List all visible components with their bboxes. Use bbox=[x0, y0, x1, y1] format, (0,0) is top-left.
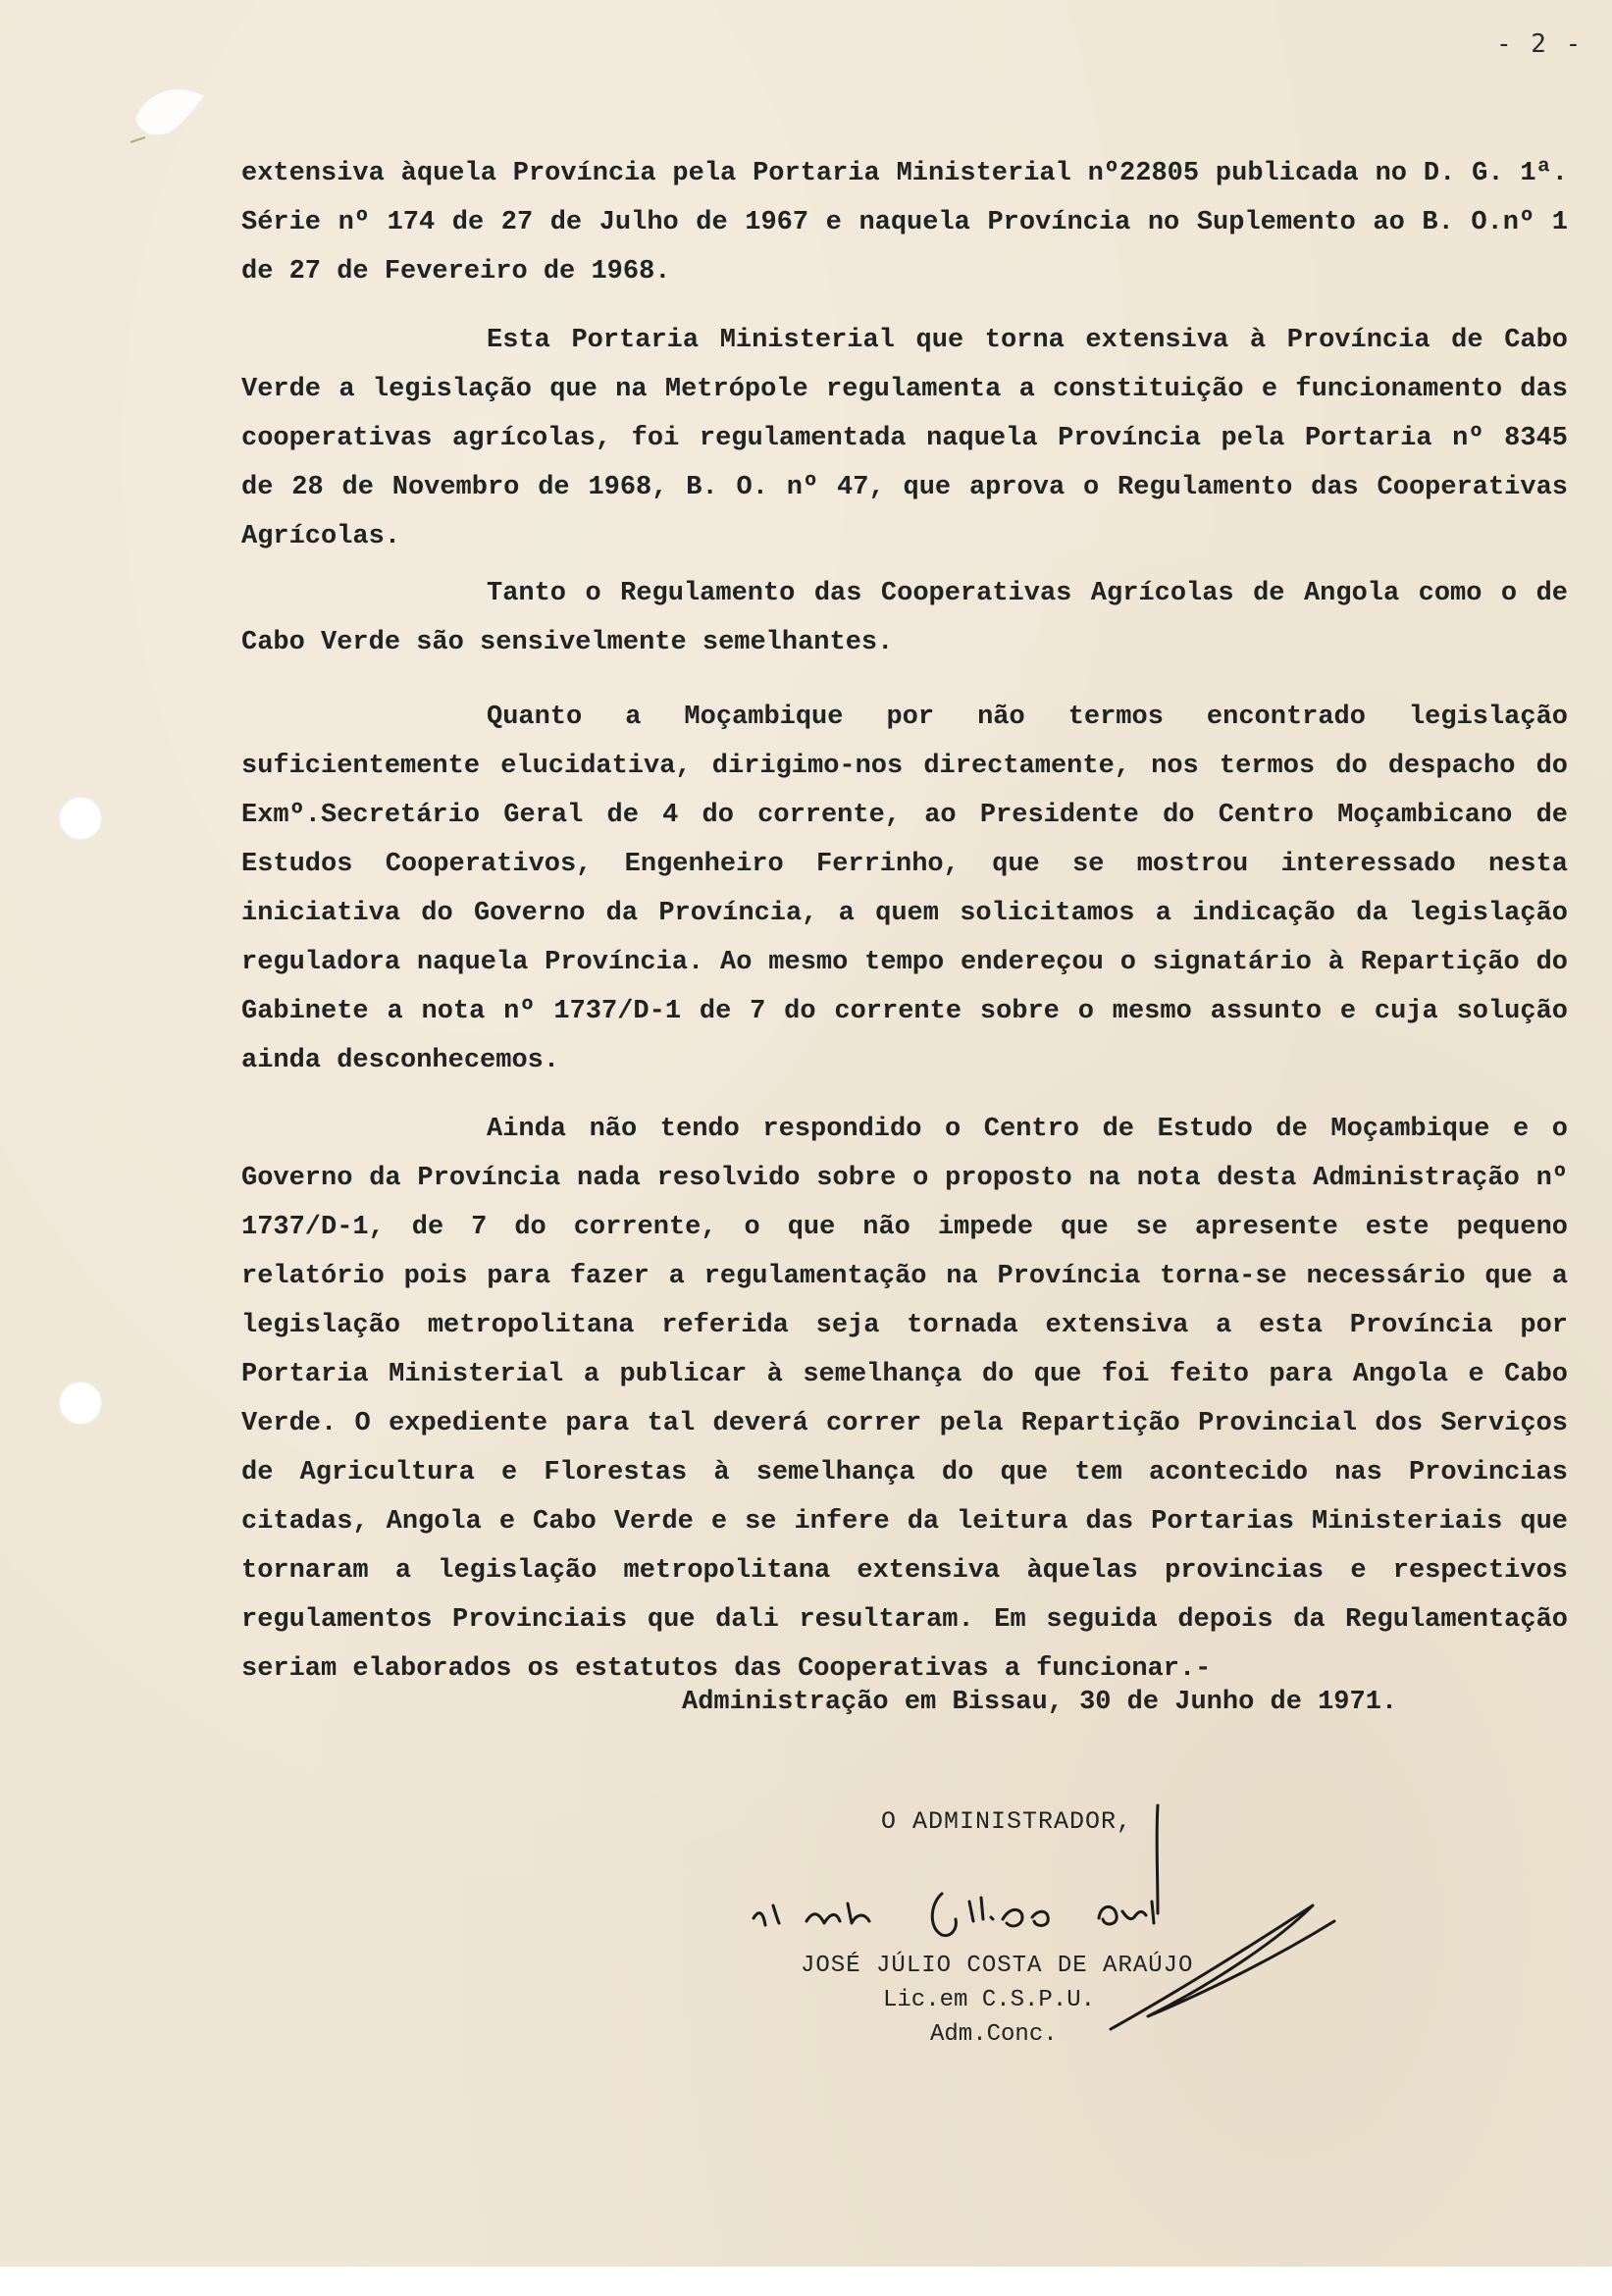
paper-tear-mark bbox=[126, 78, 214, 157]
signer-name: JOSÉ JÚLIO COSTA DE ARAÚJO bbox=[801, 1953, 1194, 1979]
paragraph-1: extensiva àquela Província pela Portaria Ministerial nº22805 publicada no D. G. 1ª. Série nº 174 de 27 de Julho de 1967 e naquela Província no Suplemento ao B. O.nº 1 de 27 de Fevereiro de 1968. bbox=[241, 159, 1568, 287]
handwritten-signature bbox=[746, 1796, 1511, 2051]
punch-hole-bottom bbox=[59, 1382, 102, 1425]
paragraph-4: Quanto a Moçambique por não termos encontrado legislação suficientemente elucidativa, dirigimo-nos directamente, nos termos do despacho do Exmº.Secretário Geral de 4 do corrente, ao Presidente do Centro Moçambicano de Estudos Cooperativos, Engenheiro Ferrinho, que se mostrou interessado nesta iniciativa do Governo da Província, a quem solicitamos a indicação da legislação reguladora naquela Província. Ao mesmo tempo endereçou o signatário à Repartição do Gabinete a nota nº 1737/D-1 de 7 do corrente sobre o mesmo assunto e cuja solução ainda desconhecemos. bbox=[241, 703, 1568, 1075]
signer-role: Adm.Conc. bbox=[930, 2021, 1058, 2048]
punch-hole-top bbox=[59, 797, 102, 840]
signer-degree: Lic.em C.S.P.U. bbox=[883, 1987, 1096, 2013]
paragraph-5: Ainda não tendo respondido o Centro de Estudo de Moçambique e o Governo da Província nada resolvido sobre o proposto na nota desta Administração nº 1737/D-1, de 7 do corrente, o que não impede que se apresente este pequeno relatório pois para fazer a regulamentação na Província torna-se necessário que a legislação metropolitana referida seja tornada extensiva a esta Província por Portaria Ministerial a publicar à semelhança do que foi feito para Angola e Cabo Verde. O expediente para tal deverá correr pela Repartição Provincial dos Serviços de Agricultura e Florestas à semelhança do que tem acontecido nas Provincias citadas, Angola e Cabo Verde e se infere da leitura das Portarias Ministeriais que tornaram a legislação metropolitana extensiva àquelas provincias e respectivos regulamentos Provinciais que dali resultaram. Em seguida depois da Regulamentação seriam elaborados os estatutos das Cooperativas a funcionar.- bbox=[241, 1115, 1568, 1684]
paragraph-2: Esta Portaria Ministerial que torna extensiva à Província de Cabo Verde a legislação que na Metrópole regulamenta a constituição e funcionamento das cooperativas agrícolas, foi regulamentada naquela Província pela Portaria nº 8345 de 28 de Novembro de 1968, B. O. nº 47, que aprova o Regulamento das Cooperativas Agrícolas. bbox=[241, 326, 1568, 551]
letter-body bbox=[241, 149, 1568, 1694]
page-number: - 2 - bbox=[1496, 29, 1584, 59]
paragraph-3: Tanto o Regulamento das Cooperativas Agrícolas de Angola como o de Cabo Verde são sensivelmente semelhantes. bbox=[241, 579, 1568, 657]
signer-title: O ADMINISTRADOR, bbox=[881, 1807, 1133, 1836]
dateline: Administração em Bissau, 30 de Junho de 1971. bbox=[682, 1688, 1398, 1717]
